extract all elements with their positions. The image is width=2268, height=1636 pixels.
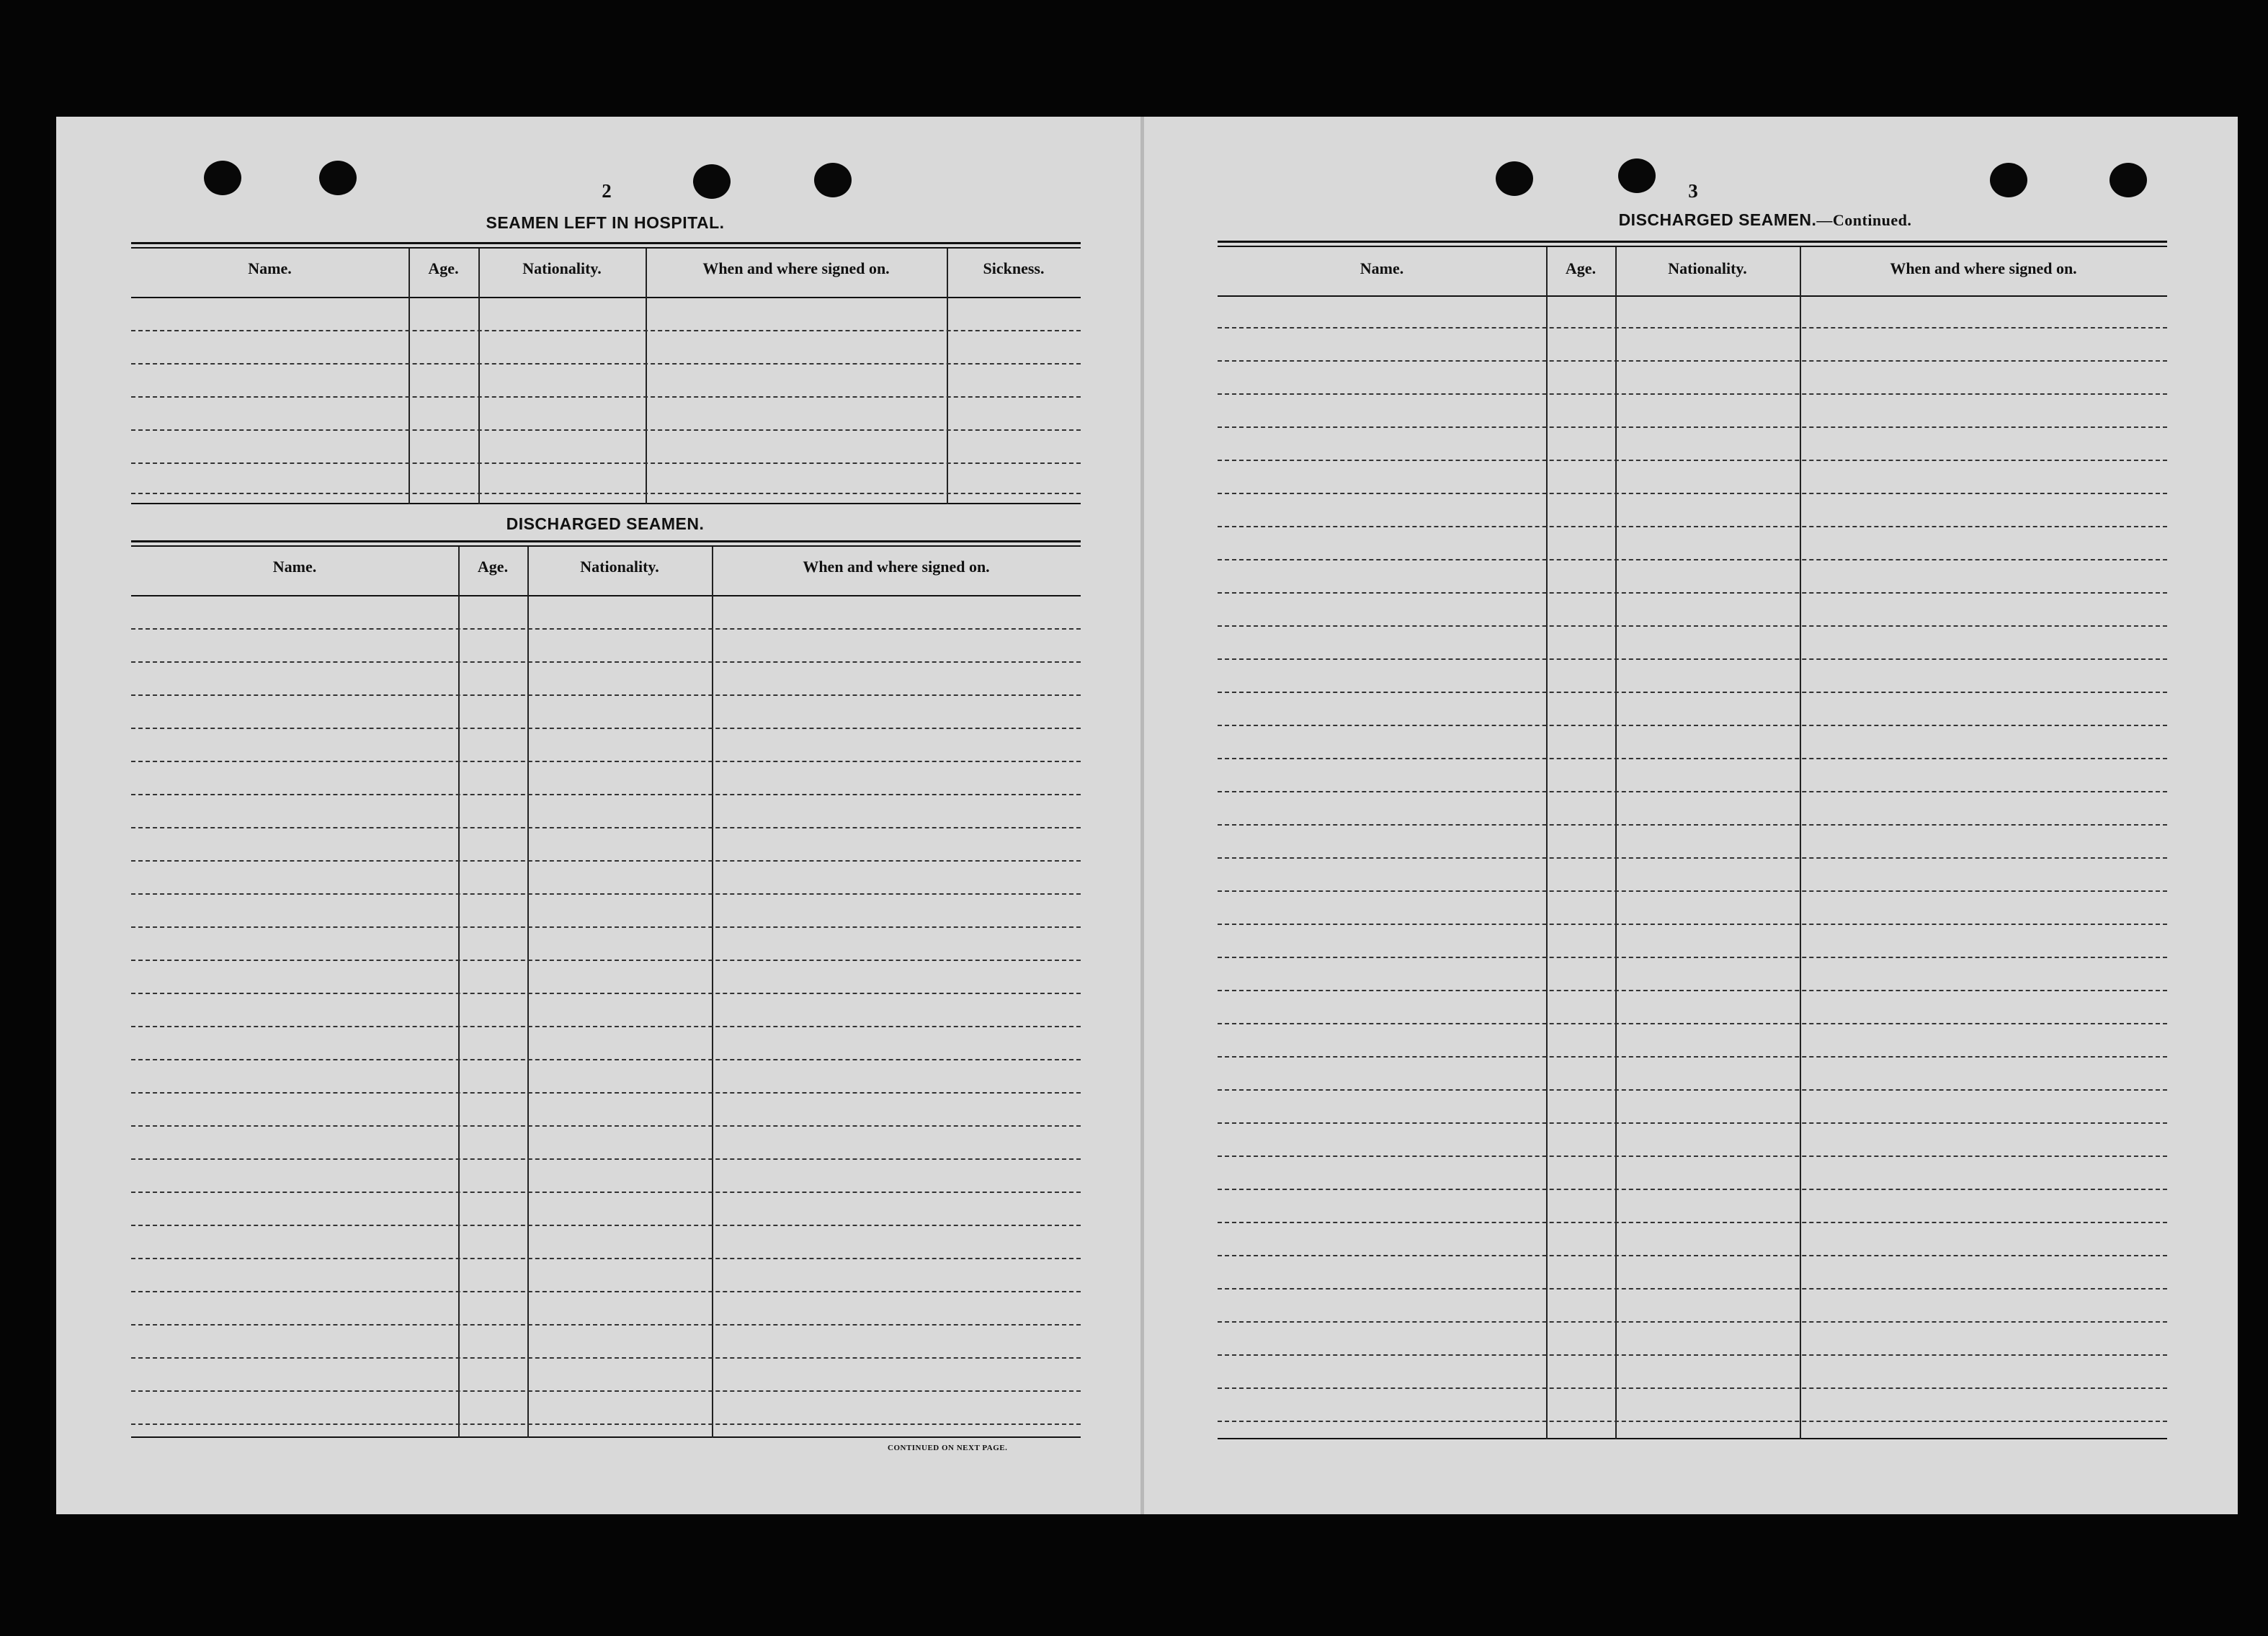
entry-line	[1218, 1056, 2167, 1058]
discharged-table	[131, 540, 1081, 1441]
entry-line	[1218, 493, 2167, 494]
entry-line	[1218, 791, 2167, 792]
punch-hole	[204, 161, 241, 195]
entry-line	[131, 1324, 1081, 1326]
entry-line	[1218, 393, 2167, 395]
entry-line	[131, 1158, 1081, 1160]
col-header-name: Name.	[272, 558, 317, 576]
col-header-age: Age.	[477, 558, 509, 576]
entry-line	[1218, 957, 2167, 958]
entry-line	[1218, 1421, 2167, 1422]
entry-line	[131, 761, 1081, 762]
entry-line	[1218, 990, 2167, 991]
entry-line	[1218, 327, 2167, 328]
entry-line	[1218, 692, 2167, 693]
discharged-continued-title	[1477, 210, 2053, 230]
entry-line	[1218, 890, 2167, 892]
entry-line	[1218, 1288, 2167, 1289]
entry-line	[131, 728, 1081, 729]
entry-line	[131, 1125, 1081, 1127]
entry-line	[1218, 460, 2167, 461]
col-header-when-where: When and where signed on.	[1890, 259, 2077, 277]
entry-line	[131, 462, 1081, 464]
col-header-age: Age.	[428, 259, 459, 277]
col-header-age: Age.	[1565, 259, 1597, 277]
entry-line	[131, 628, 1081, 630]
section-title-main: DISCHARGED SEAMEN.	[1618, 210, 1817, 229]
entry-line	[1218, 824, 2167, 826]
entry-line	[1218, 426, 2167, 428]
col-header-name: Name.	[1360, 259, 1404, 277]
entry-line	[131, 1192, 1081, 1193]
entry-line	[1218, 924, 2167, 925]
punch-hole	[1990, 163, 2027, 197]
page-number-right: 3	[1688, 180, 1698, 202]
entry-line	[1218, 1255, 2167, 1256]
hospital-section-title: SEAMEN LEFT IN HOSPITAL.	[486, 213, 725, 232]
entry-line	[131, 429, 1081, 431]
entry-line	[1218, 1089, 2167, 1091]
entry-line	[131, 860, 1081, 862]
punch-hole	[1618, 158, 1656, 193]
entry-line	[131, 661, 1081, 663]
col-header-when-where: When and where signed on.	[803, 558, 990, 576]
entry-line	[1218, 1222, 2167, 1223]
entry-line	[1218, 559, 2167, 560]
entry-line	[131, 1225, 1081, 1226]
col-header-nationality: Nationality.	[580, 558, 659, 576]
entry-line	[131, 694, 1081, 696]
hospital-table	[131, 242, 1081, 507]
entry-line	[1218, 1122, 2167, 1124]
punch-hole	[814, 163, 852, 197]
entry-line	[1218, 1321, 2167, 1323]
entry-line	[131, 893, 1081, 895]
entry-line	[1218, 758, 2167, 759]
punch-hole	[693, 164, 731, 199]
entry-line	[1218, 1189, 2167, 1190]
entry-line	[1218, 526, 2167, 527]
col-header-sickness: Sickness.	[983, 259, 1045, 277]
entry-line	[1218, 658, 2167, 660]
entry-line	[1218, 625, 2167, 627]
continued-note: CONTINUED ON NEXT PAGE.	[888, 1444, 1008, 1452]
entry-line	[131, 493, 1081, 494]
entry-line	[131, 1092, 1081, 1094]
discharged-section-title: DISCHARGED SEAMEN.	[506, 514, 705, 533]
col-header-name: Name.	[248, 259, 292, 277]
entry-line	[1218, 1023, 2167, 1024]
punch-hole	[1496, 161, 1533, 196]
entry-line	[131, 960, 1081, 961]
entry-line	[131, 1059, 1081, 1060]
entry-line	[1218, 725, 2167, 726]
entry-line	[1218, 1156, 2167, 1157]
entry-line	[1218, 857, 2167, 859]
entry-line	[131, 1390, 1081, 1392]
entry-line	[1218, 1387, 2167, 1389]
col-header-nationality: Nationality.	[1668, 259, 1747, 277]
entry-line	[131, 993, 1081, 994]
entry-line	[131, 363, 1081, 365]
discharged-continued-table	[1218, 241, 2167, 1442]
entry-line	[131, 1291, 1081, 1292]
entry-line	[131, 330, 1081, 331]
col-header-nationality: Nationality.	[522, 259, 602, 277]
punch-hole	[319, 161, 357, 195]
entry-line	[1218, 360, 2167, 362]
entry-line	[131, 926, 1081, 928]
entry-line	[131, 827, 1081, 828]
punch-hole	[2109, 163, 2147, 197]
entry-line	[131, 1423, 1081, 1425]
entry-line	[131, 794, 1081, 795]
page-number-left: 2	[602, 180, 612, 202]
entry-line	[131, 1357, 1081, 1359]
col-header-when-where: When and where signed on.	[702, 259, 890, 277]
center-fold	[1140, 117, 1144, 1514]
section-title-continued: —Continued.	[1816, 211, 1912, 229]
entry-line	[131, 396, 1081, 398]
entry-line	[1218, 592, 2167, 594]
entry-line	[131, 1258, 1081, 1259]
entry-line	[131, 1026, 1081, 1027]
entry-line	[1218, 1354, 2167, 1356]
